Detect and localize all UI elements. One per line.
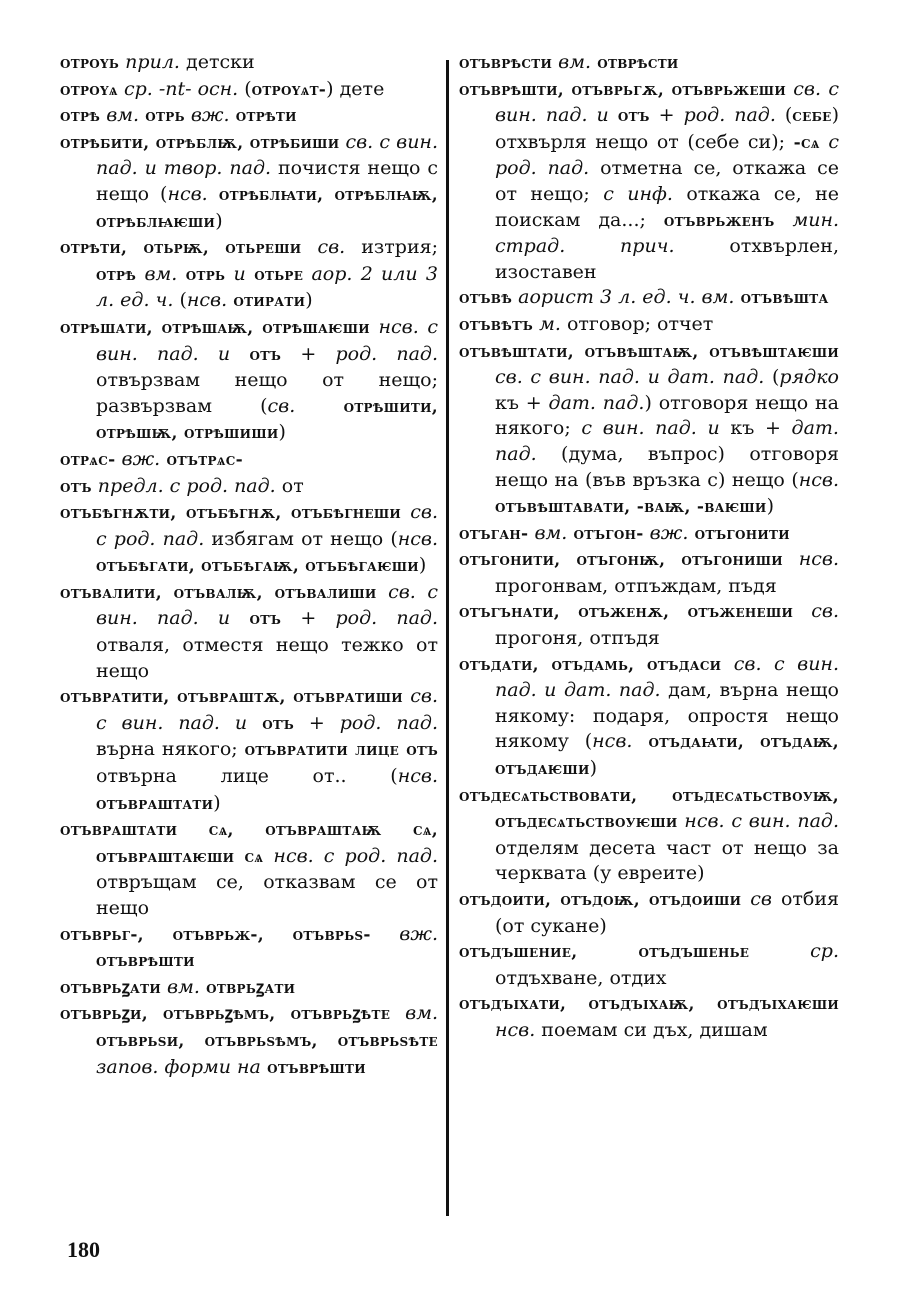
translation: ) (305, 289, 313, 312)
headword: отъбѣгати, отъбѣгаѭ, отъбѣгаѥши (96, 556, 419, 577)
headword: отъгънати, отъженѫ, отъженеши (459, 602, 794, 623)
dictionary-entry (60, 975, 438, 1002)
translation: дам, върна нещо някому: подаря, опростя нещо някому ( (495, 679, 839, 753)
grammar-abbreviation: вм. (136, 262, 178, 285)
headword: отьре (245, 264, 304, 285)
headword: отрѣшати, отрѣшаѭ, отрѣшаѥши (60, 317, 370, 338)
dictionary-entry (60, 235, 438, 315)
translation: прогоня, отпъдя (495, 627, 660, 650)
translation: ) (589, 757, 598, 780)
headword: отъврьженъ (663, 210, 775, 231)
dictionary-entry (459, 285, 839, 312)
grammar-abbreviation: св. (793, 600, 839, 623)
headword: отъ (230, 609, 282, 630)
dictionary-entry (459, 599, 839, 651)
headword: отъврьꙁати (60, 977, 161, 998)
headword: отъвѣштавати, -ваѭ, -ваѥши (495, 497, 767, 518)
headword: отъвраштати (96, 793, 214, 814)
headword: отрѣбити, отрѣблѭ, отрѣбиши (60, 132, 340, 153)
headword: отъврьг-, отъврьж-, отъврьѕ- (60, 924, 371, 945)
grammar-abbreviation: св. с род. пад. (96, 501, 439, 550)
headword: отъвѣтъ (459, 314, 534, 335)
right-column (459, 50, 839, 1044)
dictionary-entry (60, 77, 438, 104)
dictionary-entry (459, 652, 839, 783)
translation: отдъхване, отдих (495, 966, 667, 989)
dictionary-entry (459, 521, 839, 548)
translation: отделям десета част от нещо за черквата (у евреите) (495, 836, 839, 885)
dictionary-entry (60, 103, 438, 130)
translation: ( (238, 77, 252, 100)
grammar-abbreviation: дат. пад. (495, 417, 839, 465)
headword: отъврѣшти, отъврьгѫ, отъврьжеши (459, 79, 786, 100)
dictionary-entry (60, 315, 438, 447)
translation: избягам от нещо ( (204, 527, 398, 550)
headword: себе (792, 106, 832, 127)
grammar-abbreviation: вм. (528, 521, 568, 544)
grammar-abbreviation: дат. пад. (548, 391, 645, 414)
headword: отъдоити, отъдоѭ, отъдоиши (459, 890, 742, 910)
headword: отъвратити, отъвраштѫ, отъвратиши (60, 687, 403, 708)
translation: отговор; отчет (560, 312, 714, 335)
headword: отъгонити, отъгонѭ, отъгониши (459, 550, 783, 571)
grammar-abbreviation: св. с вин. пад. и (96, 685, 438, 734)
grammar-abbreviation: нсв. с вин. пад. (677, 810, 839, 833)
translation: ) отхвърля нещо от (себе си); (495, 104, 840, 153)
headword: отъвѣшта (734, 288, 829, 309)
headword: отроүь (60, 53, 120, 73)
translation: отвързвам нещо от нещо; развързвам ( (96, 369, 438, 417)
headword: отврьꙁати (199, 977, 296, 998)
translation: ( (173, 289, 187, 312)
grammar-abbreviation: св. с вин. пад. и (495, 77, 839, 127)
dictionary-entry (60, 922, 438, 975)
headword: отъгон- (567, 523, 644, 544)
headword: отъвѣштати, отъвѣштаѭ, отъвѣштаѥши (459, 341, 839, 362)
translation: отбия (от сукане) (495, 888, 839, 937)
grammar-abbreviation: и (225, 262, 246, 285)
translation: ) (213, 791, 221, 814)
translation: изтрия; (345, 236, 438, 259)
grammar-abbreviation: св. (267, 394, 296, 417)
headword: отъбѣгнѫти, отъбѣгнѫ, отъбѣгнеши (60, 503, 402, 524)
headword: отрѧс- (60, 449, 116, 470)
translation: ) (766, 495, 774, 518)
grammar-abbreviation: с род. пад. (495, 130, 839, 180)
dictionary-entry (459, 339, 839, 521)
grammar-abbreviation: с вин. пад. и (581, 417, 720, 440)
grammar-abbreviation: св. (301, 236, 346, 259)
headword: отътрѧс- (160, 449, 243, 470)
headword: отрѣ (96, 264, 137, 285)
headword: отъвратити лице отъ (244, 740, 438, 761)
dictionary-entry (60, 1001, 438, 1081)
translation: отваля, отместя нещо тежко от нещо (96, 634, 438, 682)
grammar-abbreviation: ср. -nt- осн. (117, 77, 239, 100)
headword: отъврьꙁи, отъврьꙁѣмъ, отъврьꙁѣте (60, 1004, 391, 1025)
dictionary-entry (459, 312, 839, 339)
grammar-abbreviation: вм. (390, 1002, 438, 1025)
grammar-abbreviation: вм. (552, 51, 592, 73)
dictionary-entry (60, 684, 438, 817)
grammar-abbreviation: нсв. (782, 548, 840, 571)
headword: отроүѧт- (251, 79, 327, 100)
grammar-abbreviation: с инф. (603, 182, 673, 205)
grammar-abbreviation: вм. (100, 104, 140, 127)
left-column (60, 50, 438, 1081)
translation: + (281, 607, 336, 630)
grammar-abbreviation: св. с вин. пад. и (96, 580, 438, 630)
headword: отъврѣшти (260, 1057, 366, 1078)
headword: отъвѣ (459, 288, 513, 309)
translation: ) (215, 209, 223, 232)
dictionary-entry (60, 50, 438, 77)
grammar-abbreviation: прил. (119, 51, 180, 73)
grammar-abbreviation: нсв. с вин. пад. и (96, 315, 438, 365)
grammar-abbreviation: аорист 3 л. ед. ч. вм. (512, 286, 735, 309)
grammar-abbreviation: нсв. (495, 1018, 536, 1041)
translation: къ + (719, 417, 792, 440)
grammar-abbreviation: рядко (779, 366, 839, 389)
dictionary-entry (459, 991, 839, 1043)
translation: отхвърлен, изоставен (495, 235, 839, 283)
translation: къ + (495, 391, 549, 414)
translation: ) (278, 421, 286, 444)
column-divider (446, 60, 449, 1216)
translation: върна някого; (96, 738, 245, 761)
grammar-abbreviation: нсв. (397, 765, 438, 788)
grammar-abbreviation: вж. (184, 104, 230, 127)
grammar-abbreviation: нсв. с род. пад. (263, 844, 438, 867)
grammar-abbreviation: предл. с род. пад. (91, 474, 276, 497)
headword: отрѣшити, отрѣшѭ, отрѣшиши (96, 396, 438, 444)
translation: (дума, въпрос) отговоря нещо на (във връзка с) нещо ( (495, 442, 839, 491)
translation: почистя нещо с нещо ( (96, 157, 438, 205)
page-number: 180 (67, 1237, 100, 1262)
translation: откажа се, не поискам да...; (495, 182, 839, 231)
headword: отъдаꙗти, отъдаѭ, отъдаѥши (495, 732, 839, 780)
headword: отъ (247, 713, 294, 734)
headword: отроүѧ (60, 79, 118, 100)
grammar-abbreviation: нсв. (167, 182, 208, 205)
headword: отъ (230, 344, 282, 365)
headword: отрь (139, 106, 185, 127)
grammar-abbreviation: нсв. (397, 527, 438, 550)
headword: отъган- (459, 523, 529, 544)
grammar-abbreviation: св. с вин. пад. и твор. пад. (96, 130, 438, 180)
headword: отрѣблꙗти, отрѣблꙗѭ, отрѣблꙗѥши (96, 184, 438, 232)
headword: отъврьѕи, отъврьѕѣмъ, отъврьѕѣте (96, 1030, 438, 1051)
translation: поемам си дъх, дишам (535, 1018, 768, 1041)
headword: отъдесѧтьствовати, отъдесѧтьствоуѭ, отъдесѧтьствоуѥши (459, 785, 839, 833)
headword: отирати (227, 291, 306, 312)
headword: отъдъшение, отъдъшенье (459, 942, 750, 963)
dictionary-entry (459, 783, 839, 887)
dictionary-entry (459, 77, 839, 286)
translation: ( (775, 104, 793, 127)
translation: + (293, 711, 340, 734)
grammar-abbreviation: род. пад. (335, 342, 439, 365)
headword: отъдати, отъдамь, отъдаси (459, 654, 722, 675)
headword: отъвалити, отъвалѭ, отъвалиши (60, 582, 377, 603)
headword: отъврѣсти (459, 53, 553, 73)
dictionary-entry (60, 474, 438, 501)
grammar-abbreviation: аор. 2 или 3 л. ед. ч. (96, 262, 438, 312)
headword: отъврѣшти (96, 951, 195, 972)
headword: отврѣсти (591, 53, 679, 73)
grammar-abbreviation: нсв. (798, 468, 839, 491)
translation: ) отговоря нещо на някого; (495, 391, 839, 440)
dictionary-entry (459, 50, 839, 77)
dictionary-entry (60, 447, 438, 474)
grammar-abbreviation: запов. форми на (96, 1055, 261, 1078)
headword: отъгонити (688, 523, 790, 544)
translation: ) (418, 554, 427, 577)
grammar-abbreviation: вм. (161, 975, 200, 998)
headword: отъвраштати сѧ, отъвраштаѭ сѧ, отъвраштаѥши сѧ (60, 820, 438, 867)
translation: ( (764, 366, 780, 389)
grammar-abbreviation: род. пад. (335, 607, 439, 630)
headword: отрѣ (60, 106, 101, 127)
dictionary-entry (60, 130, 438, 235)
dictionary-entry (459, 547, 839, 599)
dictionary-entry (459, 939, 839, 991)
grammar-abbreviation: вж. (115, 447, 161, 470)
translation: прогонвам, отпъждам, пъдя (495, 574, 777, 597)
translation: + (281, 342, 336, 365)
headword: отрь (177, 264, 226, 285)
dictionary-entry (60, 500, 438, 580)
dictionary-entry (60, 580, 438, 684)
grammar-abbreviation: св (741, 888, 772, 910)
dictionary-entry (459, 887, 839, 939)
grammar-abbreviation: вж. (370, 922, 438, 945)
headword: отрѣти, отьрѭ, отьреши (60, 238, 302, 259)
headword: отъ (608, 106, 650, 127)
grammar-abbreviation: род. пад. (339, 711, 438, 734)
grammar-abbreviation: вж. (643, 521, 689, 544)
grammar-abbreviation: м. (533, 312, 561, 335)
grammar-abbreviation: мин. страд. прич. (495, 208, 840, 258)
grammar-abbreviation: нсв. (592, 730, 633, 753)
dictionary-entry (60, 817, 438, 921)
grammar-abbreviation: св. с вин. пад. и дат. пад. (495, 366, 765, 389)
translation: отвърна лице от.. ( (96, 765, 398, 788)
headword: отъдъıхати, отъдъıхаѭ, отъдъıхаѥши (459, 994, 839, 1015)
grammar-abbreviation: св. с вин. пад. и дат. пад. (495, 652, 839, 702)
grammar-abbreviation: род. пад. (683, 104, 776, 127)
headword: отрѣти (229, 106, 297, 127)
grammar-abbreviation: нсв. (186, 289, 228, 312)
translation: отметна се, откажа се от нещо; (495, 157, 839, 205)
translation: детски (179, 51, 255, 73)
grammar-abbreviation: ср. (749, 940, 839, 963)
headword: отъ (60, 476, 92, 497)
translation: отвръщам се, отказвам се от нещо (96, 871, 438, 919)
headword: -сѧ (793, 132, 820, 153)
translation: + (649, 104, 684, 127)
translation: ) дете (326, 77, 385, 100)
translation: от (275, 474, 304, 497)
